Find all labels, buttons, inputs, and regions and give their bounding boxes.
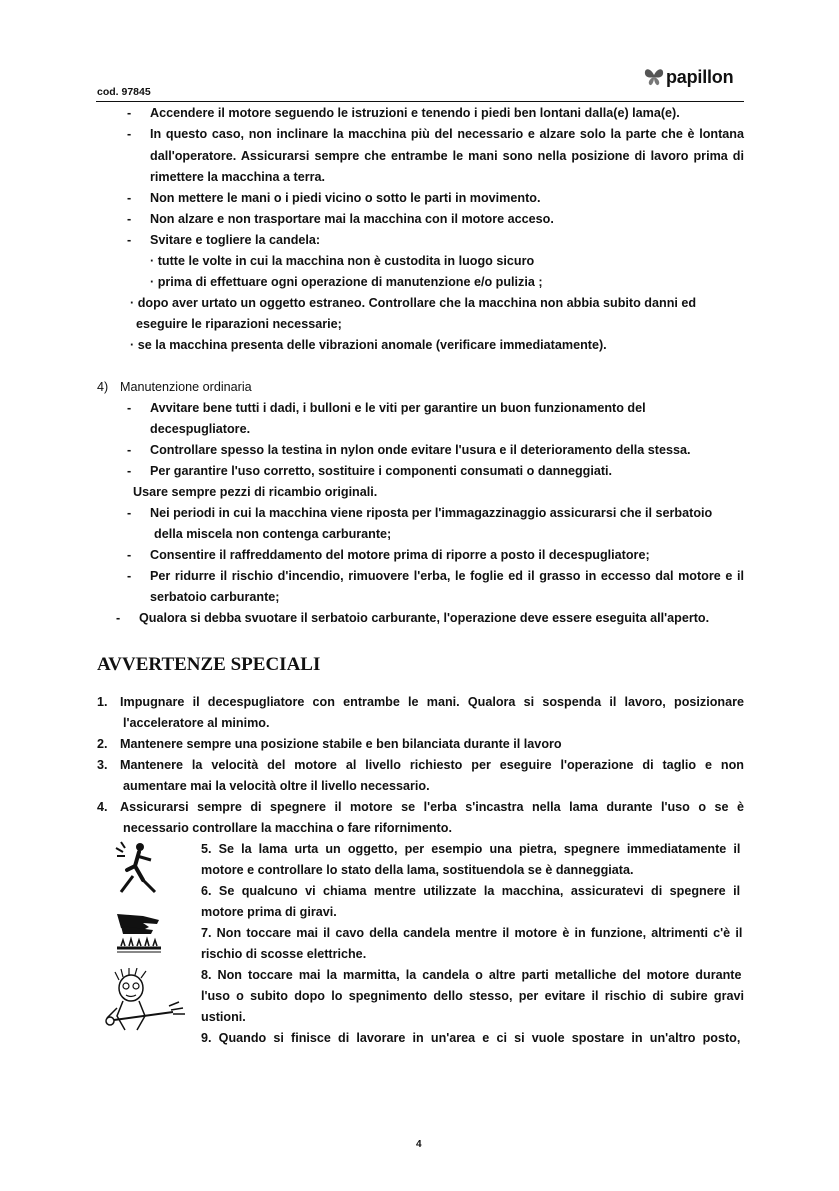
text-line: Nei periodi in cui la macchina viene riposta per l'immagazzinaggio assicurarsi che il serbatoio [150, 506, 713, 520]
text-line: · prima di effettuare ogni operazione di manutenzione e/o pulizia ; [150, 275, 543, 289]
brand-logo-text: papillon [666, 66, 734, 87]
list-marker: - [127, 212, 132, 226]
stone-impact-warning-icon [113, 840, 163, 896]
operator-caricature-icon [103, 968, 189, 1032]
text-line: Per garantire l'uso corretto, sostituire i componenti consumati o danneggiati. [150, 464, 613, 478]
list-marker: - [127, 191, 132, 205]
text-line: Assicurarsi sempre di spegnere il motore se l'erba s'incastra nella lama durante l'uso o se è [120, 800, 744, 814]
text-line: ustioni. [201, 1010, 246, 1024]
text-line: 7. Non toccare mai il cavo della candela mentre il motore è in funzione, altrimenti c'è il [201, 926, 743, 940]
text-line: Svitare e togliere la candela: [150, 233, 321, 247]
text-line: rimettere la macchina a terra. [150, 170, 326, 184]
text-line: Impugnare il decespugliatore con entrambe le mani. Qualora si sospenda il lavoro, posizionare [120, 695, 744, 709]
list-marker: - [127, 233, 132, 247]
text-line: 8. Non toccare mai la marmitta, la candela o altre parti metalliche del motore durante [201, 968, 742, 982]
text-line: 6. Se qualcuno vi chiama mentre utilizzate la macchina, assicuratevi di spegnere il [201, 884, 741, 898]
text-line: Controllare spesso la testina in nylon onde evitare l'usura e il deterioramento della stessa. [150, 443, 691, 457]
text-line: Manutenzione ordinaria [120, 380, 252, 394]
text-line: motore prima di giravi. [201, 905, 337, 919]
list-marker: 3. [97, 758, 108, 772]
section-heading: AVVERTENZE SPECIALI [97, 654, 321, 675]
text-line: 9. Quando si finisce di lavorare in un'area e ci si vuole spostare in un'altro posto, [201, 1031, 741, 1045]
text-line: Avvitare bene tutti i dadi, i bulloni e le viti per garantire un buon funzionamento del [150, 401, 646, 415]
text-line: della miscela non contenga carburante; [154, 527, 392, 541]
text-line: Mantenere sempre una posizione stabile e ben bilanciata durante il lavoro [120, 737, 562, 751]
text-line: Qualora si debba svuotare il serbatoio carburante, l'operazione deve essere eseguita all'aperto. [139, 611, 710, 625]
text-line: Per ridurre il rischio d'incendio, rimuovere l'erba, le foglie ed il grasso in eccesso dal motore e il [150, 569, 744, 583]
text-line: motore e controllare lo stato della lama, sostituendola se è danneggiata. [201, 863, 634, 877]
text-line: · dopo aver urtato un oggetto estraneo. Controllare che la macchina non abbia subito danni ed [130, 296, 697, 310]
list-marker: - [127, 106, 132, 120]
product-code: cod. 97845 [97, 86, 151, 98]
text-line: · se la macchina presenta delle vibrazioni anomale (verificare immediatamente). [130, 338, 607, 352]
list-marker: - [127, 506, 132, 520]
text-line: decespugliatore. [150, 422, 251, 436]
list-marker: - [127, 464, 132, 478]
text-line: eseguire le riparazioni necessarie; [136, 317, 342, 331]
text-line: 5. Se la lama urta un oggetto, per esempio una pietra, spegnere immediatamente il [201, 842, 741, 856]
text-line: Mantenere la velocità del motore al livello richiesto per eseguire l'operazione di taglio e non [120, 758, 744, 772]
butterfly-icon [643, 66, 665, 88]
text-line: Non mettere le mani o i piedi vicino o sotto le parti in movimento. [150, 191, 541, 205]
text-line: · tutte le volte in cui la macchina non è custodita in luogo sicuro [150, 254, 535, 268]
text-line: Non alzare e non trasportare mai la macchina con il motore acceso. [150, 212, 554, 226]
list-marker: - [127, 401, 132, 415]
text-line: l'uso o subito dopo lo spegnimento dello stesso, per evitare il rischio di subire gravi [201, 989, 744, 1003]
text-line: serbatoio carburante; [150, 590, 280, 604]
header-divider [96, 101, 744, 102]
text-line: aumentare mai la velocità oltre il livello necessario. [123, 779, 430, 793]
list-marker: 4. [97, 800, 108, 814]
list-marker: - [116, 611, 121, 625]
text-line: Usare sempre pezzi di ricambio originali. [133, 485, 378, 499]
brand-logo [643, 66, 733, 88]
text-line: In questo caso, non inclinare la macchina più del necessario e alzare solo la parte che è lontana [150, 127, 744, 141]
list-marker: 2. [97, 737, 108, 751]
text-line: Accendere il motore seguendo le istruzioni e tenendo i piedi ben lontani dalla(e) lama(e). [150, 106, 680, 120]
text-line: rischio di scosse elettriche. [201, 947, 367, 961]
hot-surface-hand-icon [113, 910, 165, 956]
text-line: dall'operatore. Assicurarsi sempre che entrambe le mani sono nella posizione di lavoro prima di [150, 149, 744, 163]
list-marker: 1. [97, 695, 108, 709]
page-number: 4 [416, 1139, 422, 1150]
list-marker: - [127, 127, 132, 141]
list-marker: - [127, 569, 132, 583]
text-line: l'acceleratore al minimo. [123, 716, 270, 730]
text-line: necessario controllare la macchina o fare rifornimento. [123, 821, 452, 835]
list-marker: 4) [97, 380, 109, 394]
list-marker: - [127, 443, 132, 457]
list-marker: - [127, 548, 132, 562]
text-line: Consentire il raffreddamento del motore prima di riporre a posto il decespugliatore; [150, 548, 650, 562]
